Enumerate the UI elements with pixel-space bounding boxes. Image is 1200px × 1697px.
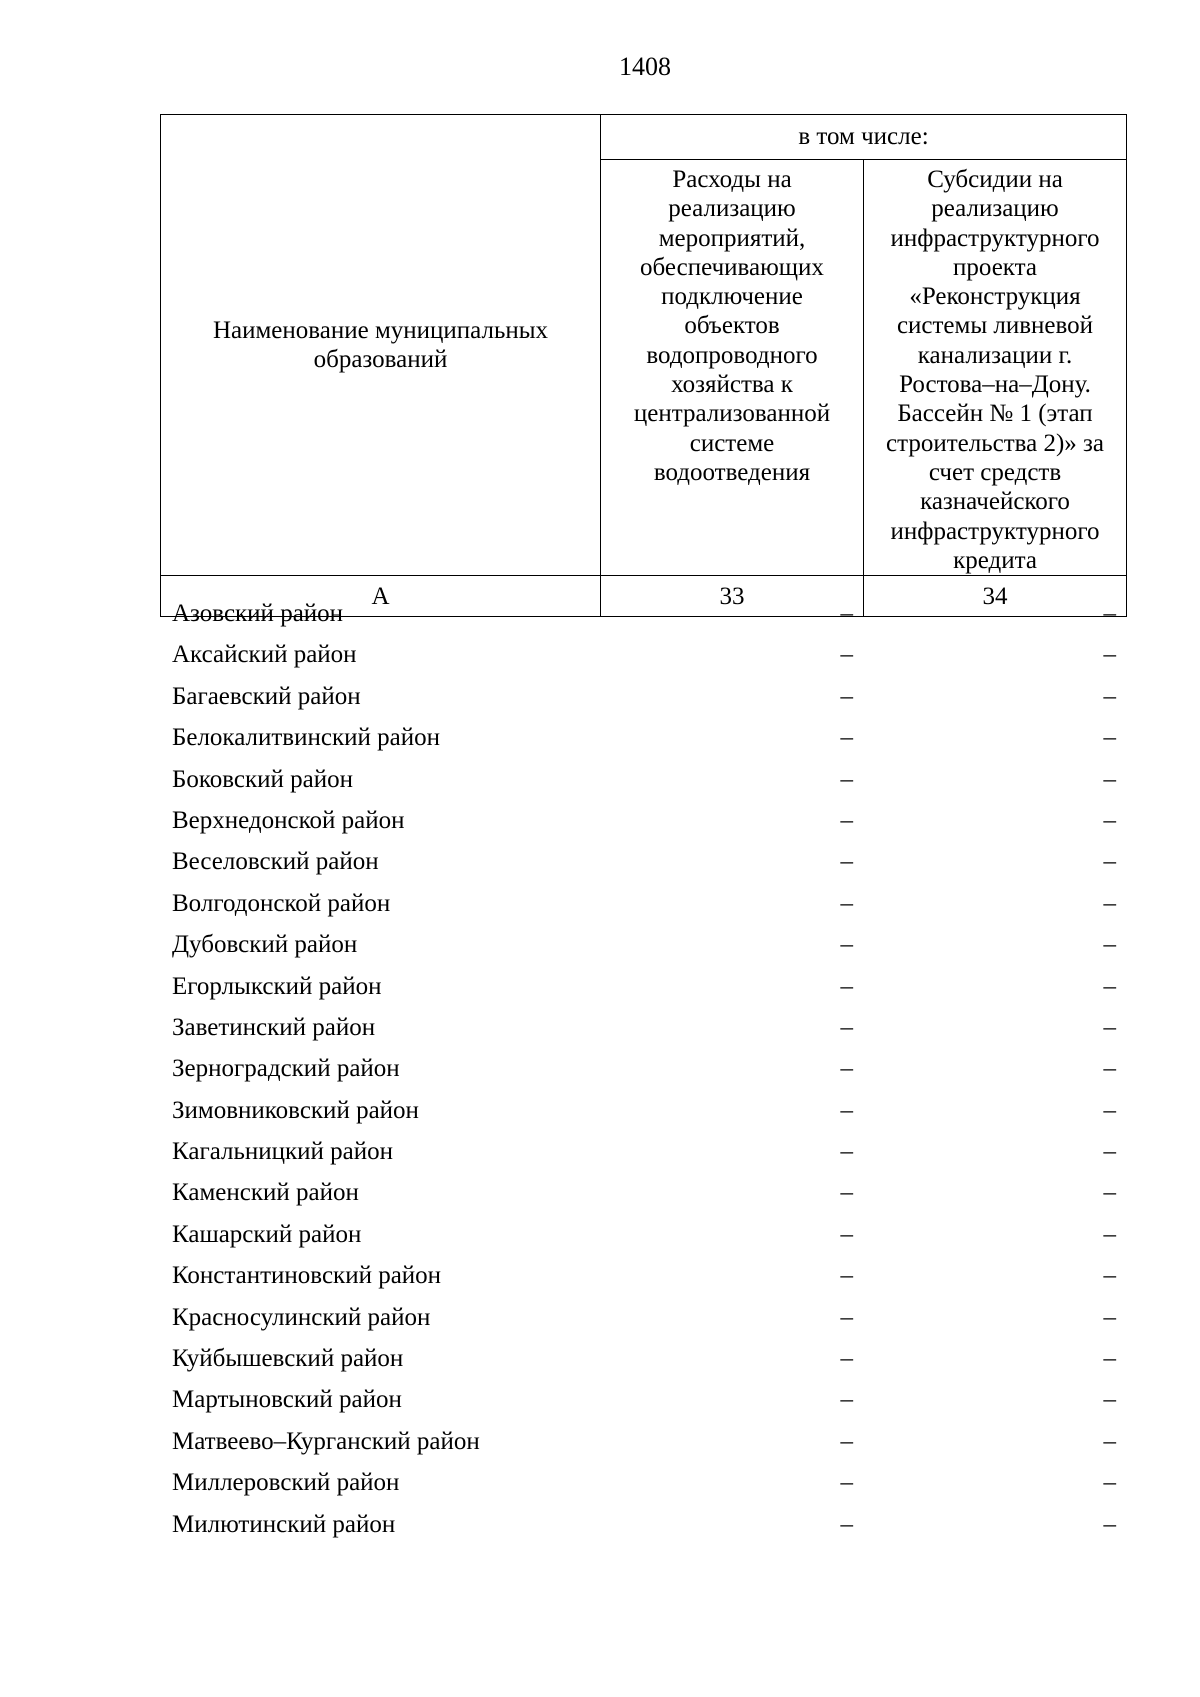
value-col-33: – — [840, 682, 853, 710]
municipality-name: Веселовский район — [172, 848, 379, 876]
municipality-name: Красносулинский район — [172, 1303, 431, 1331]
value-col-34: – — [1103, 641, 1116, 669]
table-row — [160, 1424, 1126, 1465]
value-col-33: – — [840, 1303, 853, 1331]
municipality-name: Зимовниковский район — [172, 1096, 419, 1124]
value-col-34: – — [1103, 1427, 1116, 1455]
table-row — [160, 927, 1126, 968]
table-row — [160, 1175, 1126, 1216]
table-row — [160, 679, 1126, 720]
value-col-33: – — [840, 641, 853, 669]
value-col-34: – — [1103, 1262, 1116, 1290]
table-row — [160, 969, 1126, 1010]
value-col-33: – — [840, 1345, 853, 1373]
value-col-34: – — [1103, 1220, 1116, 1248]
municipality-name: Заветинский район — [172, 1013, 376, 1041]
table-row — [160, 637, 1126, 678]
header-col-33-text: Расходы на реализацию мероприятий, обеспечивающих подключение объектов водопроводного хозяйства к централизованной системе водоотведения — [633, 166, 831, 486]
municipality-name: Егорлыкский район — [172, 972, 382, 1000]
municipality-name: Белокалитвинский район — [172, 724, 440, 752]
table-row — [160, 1258, 1126, 1299]
municipality-name: Матвеево–Курганский район — [172, 1427, 480, 1455]
value-col-34: – — [1103, 1510, 1116, 1538]
municipality-name: Кагальницкий район — [172, 1138, 394, 1166]
table-row — [160, 762, 1126, 803]
value-col-34: – — [1103, 682, 1116, 710]
table-row — [160, 1093, 1126, 1134]
table-row — [160, 803, 1126, 844]
municipality-name: Куйбышевский район — [172, 1345, 404, 1373]
table-row — [160, 1341, 1126, 1382]
value-col-33: – — [840, 931, 853, 959]
value-col-33: – — [840, 1469, 853, 1497]
municipality-name: Зерноградский район — [172, 1055, 400, 1083]
municipality-name: Багаевский район — [172, 682, 361, 710]
value-col-34: – — [1103, 1138, 1116, 1166]
value-col-33: – — [840, 1055, 853, 1083]
value-col-33: – — [840, 1510, 853, 1538]
value-col-33: – — [840, 1220, 853, 1248]
value-col-33: – — [840, 1013, 853, 1041]
table-row — [160, 1217, 1126, 1258]
value-col-34: – — [1103, 806, 1116, 834]
value-col-34: – — [1103, 1386, 1116, 1414]
municipality-name: Верхнедонской район — [172, 806, 405, 834]
table-row — [160, 844, 1126, 885]
table-row — [160, 1382, 1126, 1423]
municipality-name: Азовский район — [172, 600, 344, 627]
value-col-33: – — [840, 765, 853, 793]
header-col-34-text: Субсидии на реализацию инфраструктурного проекта «Реконструкция системы ливневой канализации г. Ростова–на–Дону. Бассейн № 1 (этап строительства 2)» за счет средств казначейского инфраструктурного кредита — [886, 166, 1104, 574]
municipality-name: Кашарский район — [172, 1220, 362, 1248]
header-group-including: в том числе: — [601, 115, 1127, 160]
value-col-33: – — [840, 972, 853, 1000]
table-body — [160, 596, 1126, 1548]
value-col-34: – — [1103, 848, 1116, 876]
index-cell-34: 34 — [864, 576, 1127, 617]
header-municipality-name: Наименование муниципальных образований — [161, 115, 601, 576]
value-col-33: – — [840, 1096, 853, 1124]
municipality-name: Волгодонской район — [172, 889, 391, 917]
value-col-33: – — [840, 1262, 853, 1290]
value-col-34: – — [1103, 1303, 1116, 1331]
value-col-33: – — [840, 1179, 853, 1207]
value-col-34: – — [1103, 1345, 1116, 1373]
index-cell-name: А — [161, 576, 601, 617]
table-row — [160, 720, 1126, 761]
municipality-name: Миллеровский район — [172, 1469, 400, 1497]
municipality-name: Аксайский район — [172, 641, 357, 669]
value-col-34: – — [1103, 765, 1116, 793]
value-col-34: – — [1103, 1096, 1116, 1124]
value-col-33: – — [840, 1386, 853, 1414]
table-row — [160, 1300, 1126, 1341]
page-number: 1408 — [619, 52, 671, 81]
index-cell-33: 33 — [601, 576, 864, 617]
municipality-name: Боковский район — [172, 765, 353, 793]
value-col-33: – — [840, 806, 853, 834]
table-row — [160, 596, 1126, 637]
value-col-34: – — [1103, 972, 1116, 1000]
municipality-name: Дубовский район — [172, 931, 358, 959]
value-col-33: – — [840, 1427, 853, 1455]
value-col-33: – — [840, 600, 853, 627]
table-row — [160, 886, 1126, 927]
table-row — [160, 1010, 1126, 1051]
header-col-34 — [864, 160, 1127, 576]
value-col-34: – — [1103, 1469, 1116, 1497]
value-col-34: – — [1103, 600, 1116, 627]
table-row — [160, 1051, 1126, 1092]
municipality-name: Константиновский район — [172, 1262, 442, 1290]
municipality-name: Милютинский район — [172, 1510, 396, 1538]
value-col-33: – — [840, 724, 853, 752]
value-col-34: – — [1103, 889, 1116, 917]
table-header — [160, 114, 1127, 617]
table-row — [160, 1465, 1126, 1506]
value-col-33: – — [840, 848, 853, 876]
value-col-34: – — [1103, 724, 1116, 752]
value-col-34: – — [1103, 1055, 1116, 1083]
value-col-34: – — [1103, 1013, 1116, 1041]
value-col-34: – — [1103, 1179, 1116, 1207]
value-col-34: – — [1103, 931, 1116, 959]
municipality-name: Мартыновский район — [172, 1386, 402, 1414]
header-col-33 — [601, 160, 864, 576]
value-col-33: – — [840, 1138, 853, 1166]
table-row — [160, 1507, 1126, 1548]
municipality-name: Каменский район — [172, 1179, 359, 1207]
value-col-33: – — [840, 889, 853, 917]
table-row — [160, 1134, 1126, 1175]
